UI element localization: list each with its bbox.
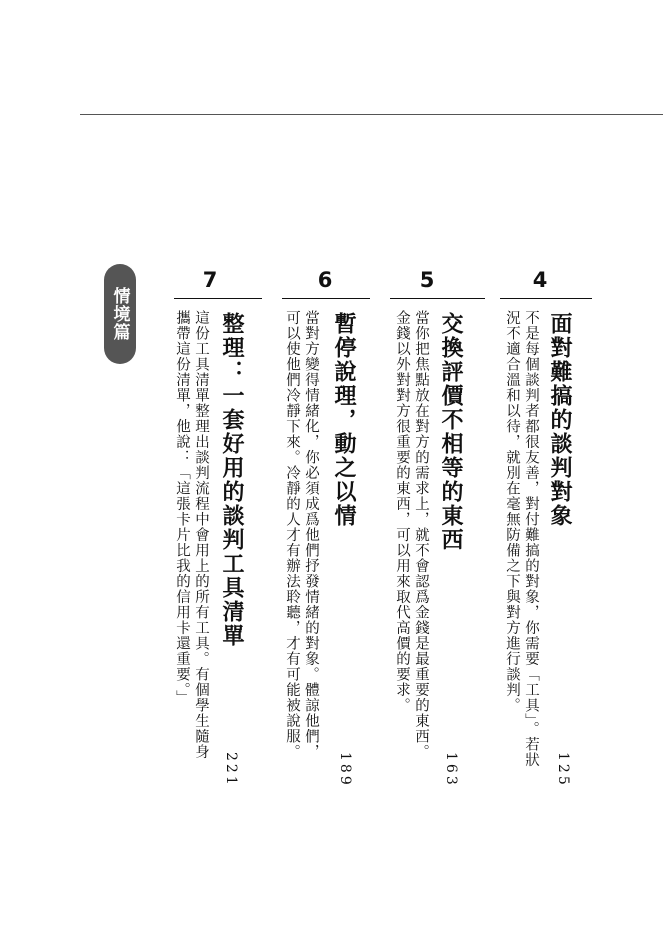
chapter-description: 不是每個談判者都很友善，對付難搞的對象，你需要「工具」。若狀況不適合溫和以待，就別在毫無防備之下與對方進行談判。 bbox=[504, 310, 539, 768]
chapter-title: 整理：一套好用的談判工具清單 bbox=[219, 312, 245, 648]
toc-entry-5[interactable] bbox=[370, 0, 470, 932]
chapter-number: 4 bbox=[532, 268, 548, 292]
chapter-description: 這份工具清單整理出談判流程中會用上的所有工具。有個學生隨身攜帶這份清單，他說：「這張卡片比我的信用卡還重要。」 bbox=[174, 310, 209, 760]
entry-rule bbox=[282, 298, 370, 299]
chapter-title: 暫停說理，動之以情 bbox=[331, 312, 357, 528]
chapter-number: 6 bbox=[317, 268, 333, 292]
entry-rule bbox=[174, 298, 262, 299]
page-number: 221 bbox=[223, 752, 239, 788]
page-number: 163 bbox=[443, 752, 459, 788]
chapter-description: 當你把焦點放在對方的需求上，就不會認爲金錢是最重要的東西。金錢以外對對方很重要的東西，可以用來取代高價的要求。 bbox=[394, 310, 429, 760]
chapter-title: 交換評價不相等的東西 bbox=[438, 312, 464, 552]
entry-rule bbox=[390, 298, 485, 299]
chapter-description: 當對方變得情緒化，你必須成爲他們抒發情緒的對象。體諒他們，可以使他們冷靜下來。冷靜的人才有辦法聆聽，才有可能被說服。 bbox=[284, 310, 319, 760]
entry-rule bbox=[500, 298, 592, 299]
toc-entry-4[interactable] bbox=[480, 0, 580, 932]
chapter-number: 7 bbox=[202, 268, 218, 292]
page-number: 125 bbox=[555, 752, 571, 788]
chapter-title: 面對難搞的談判對象 bbox=[547, 312, 573, 528]
chapter-number: 5 bbox=[419, 268, 435, 292]
page-number: 189 bbox=[337, 752, 353, 788]
toc-entry-7[interactable] bbox=[158, 0, 258, 932]
toc-entry-6[interactable] bbox=[268, 0, 368, 932]
section-tab: 情境篇 bbox=[104, 264, 136, 364]
